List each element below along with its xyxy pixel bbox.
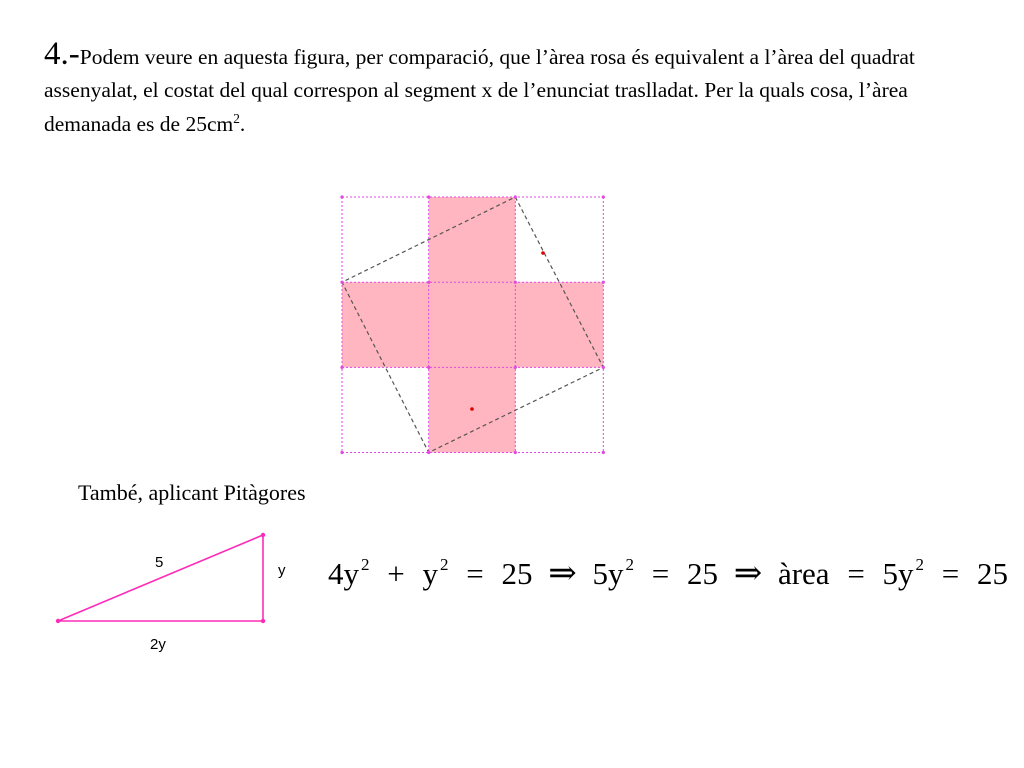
red-marker-2 — [470, 407, 474, 411]
exp-3: 2 — [625, 555, 634, 574]
equals-2: = — [651, 556, 670, 591]
red-marker-1 — [541, 251, 545, 255]
term-4y: 4y — [328, 556, 359, 591]
right-triangle — [45, 525, 275, 635]
area-unit-superscript: 2 — [233, 110, 240, 126]
implies-arrow-2: ⇒ — [733, 555, 763, 592]
value-25-a: 25 — [501, 556, 533, 591]
pink-center-row — [342, 282, 603, 367]
pythagoras-caption: També, aplicant Pitàgores — [78, 480, 306, 505]
statement-end: . — [239, 111, 246, 136]
vertical-side-label: y — [278, 562, 286, 579]
equals-1: = — [466, 556, 484, 591]
term-5y-a: 5y — [592, 556, 624, 591]
term-y: y — [422, 556, 438, 591]
value-25-b: 25 — [686, 556, 718, 591]
statement-text: Podem veure en aquesta figura, per comparació, que l’àrea rosa és equivalent a l’àrea del quadrat assenyalat, el costat del qual correspon al segment x de l’enunciat traslladat. Per la quals cosa, l’àrea demanada es de 25cm — [44, 45, 915, 136]
term-area: àrea — [777, 556, 830, 591]
pythagoras-equation — [328, 553, 1008, 593]
hypotenuse-label: 5 — [155, 554, 164, 571]
exp-5: 2 — [915, 555, 925, 574]
statement-paragraph — [44, 38, 1000, 141]
exp-1: 2 — [361, 555, 370, 574]
value-25-c: 25 — [977, 556, 1009, 591]
base-side-label: 2y — [150, 636, 166, 653]
problem-number: 4.- — [44, 36, 80, 72]
triangle-shape — [58, 535, 263, 621]
term-5y-b: 5y — [882, 556, 914, 591]
cross-square-figure — [330, 190, 615, 460]
equals-4: = — [941, 556, 960, 591]
exp-2: 2 — [439, 555, 449, 574]
equals-3: = — [847, 556, 865, 591]
plus-sign: + — [387, 556, 405, 591]
implies-arrow-1: ⇒ — [548, 555, 577, 592]
